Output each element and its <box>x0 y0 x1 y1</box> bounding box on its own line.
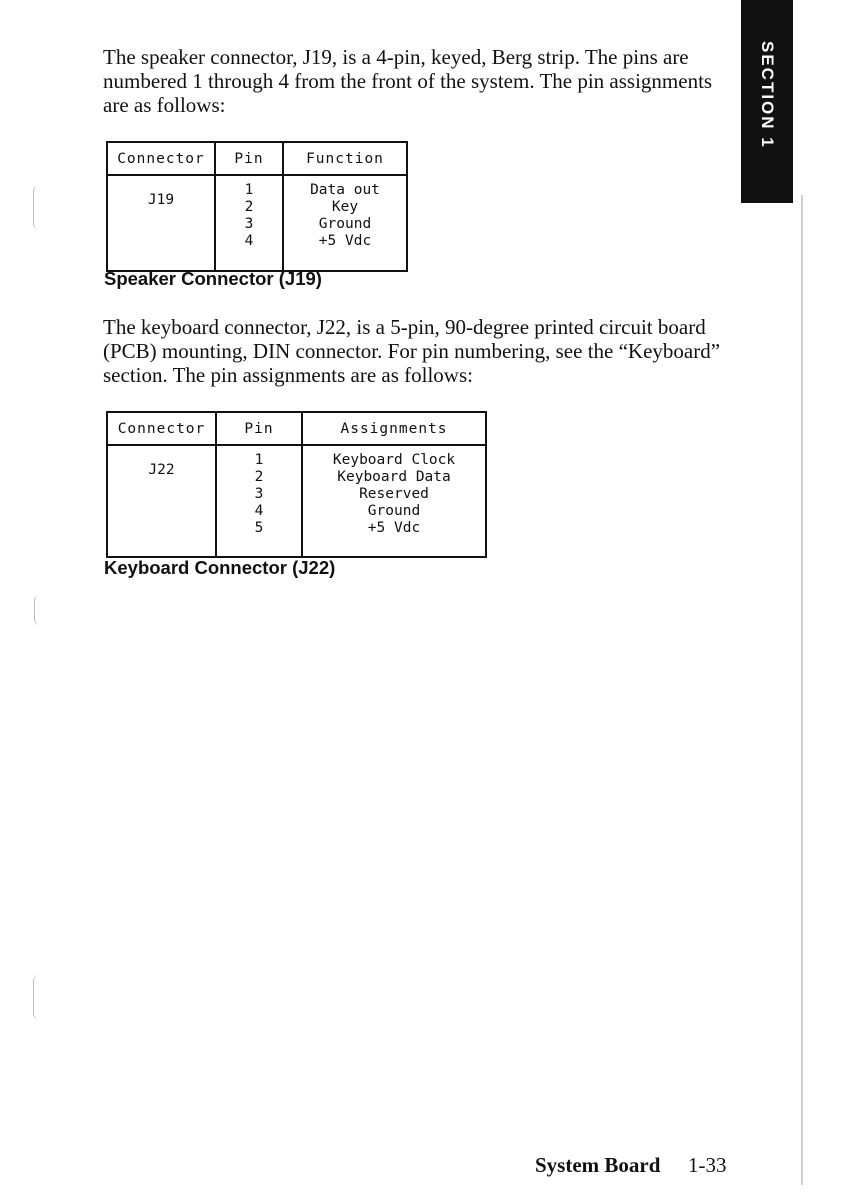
speaker-paragraph: The speaker connector, J19, is a 4-pin, keyed, Berg strip. The pins are numbered 1 through 4 from the front of the system. The pin assignments are as follows: <box>103 45 713 117</box>
pin-assignment: Reserved <box>359 486 429 502</box>
margin-punch-mark <box>34 595 45 625</box>
header-connector: Connector <box>107 142 215 175</box>
connector-cell <box>107 445 216 557</box>
connector-cell <box>107 175 215 271</box>
pin-function: Data out <box>310 182 380 198</box>
section-tab-label: SECTION 1 <box>758 41 777 149</box>
margin-punch-mark <box>33 975 46 1020</box>
header-function: Function <box>283 142 407 175</box>
keyboard-connector-table <box>106 411 487 558</box>
function-cell <box>283 175 407 271</box>
assignment-cell <box>302 445 486 557</box>
keyboard-table-caption: Keyboard Connector (J22) <box>104 557 336 578</box>
footer-page-number: 1-33 <box>688 1153 727 1177</box>
connector-id: J19 <box>147 192 175 208</box>
margin-punch-mark <box>33 185 46 230</box>
pin-number: 3 <box>254 486 264 502</box>
pin-number: 1 <box>244 182 254 198</box>
pin-number: 3 <box>244 216 254 232</box>
pin-assignment: +5 Vdc <box>367 520 421 536</box>
table-row <box>107 175 407 271</box>
pin-number: 1 <box>254 452 264 468</box>
pin-assignment: Ground <box>367 503 421 519</box>
page-edge-line <box>801 195 803 1185</box>
pin-number: 4 <box>244 233 254 249</box>
pin-function: Key <box>331 199 359 215</box>
speaker-table-caption: Speaker Connector (J19) <box>104 268 322 289</box>
keyboard-paragraph: The keyboard connector, J22, is a 5-pin, 90-degree printed circuit board (PCB) mounting, DIN connector. For pin numbering, see the “Keyboard” section. The pin assignments are as follows: <box>103 315 721 387</box>
pin-number: 2 <box>244 199 254 215</box>
pin-function: Ground <box>318 216 372 232</box>
footer-chapter-title: System Board <box>535 1153 661 1177</box>
header-connector: Connector <box>107 412 216 445</box>
pin-assignment: Keyboard Data <box>337 469 451 485</box>
speaker-connector-table <box>106 141 408 272</box>
pin-number: 5 <box>254 520 264 536</box>
pin-assignment: Keyboard Clock <box>332 452 456 468</box>
pin-function: +5 Vdc <box>318 233 372 249</box>
header-pin: Pin <box>215 142 283 175</box>
header-pin: Pin <box>216 412 302 445</box>
connector-id: J22 <box>148 462 175 478</box>
pin-cell <box>216 445 302 557</box>
header-assignments: Assignments <box>302 412 486 445</box>
pin-number: 4 <box>254 503 264 519</box>
table-row <box>107 445 486 557</box>
pin-number: 2 <box>254 469 264 485</box>
pin-cell <box>215 175 283 271</box>
